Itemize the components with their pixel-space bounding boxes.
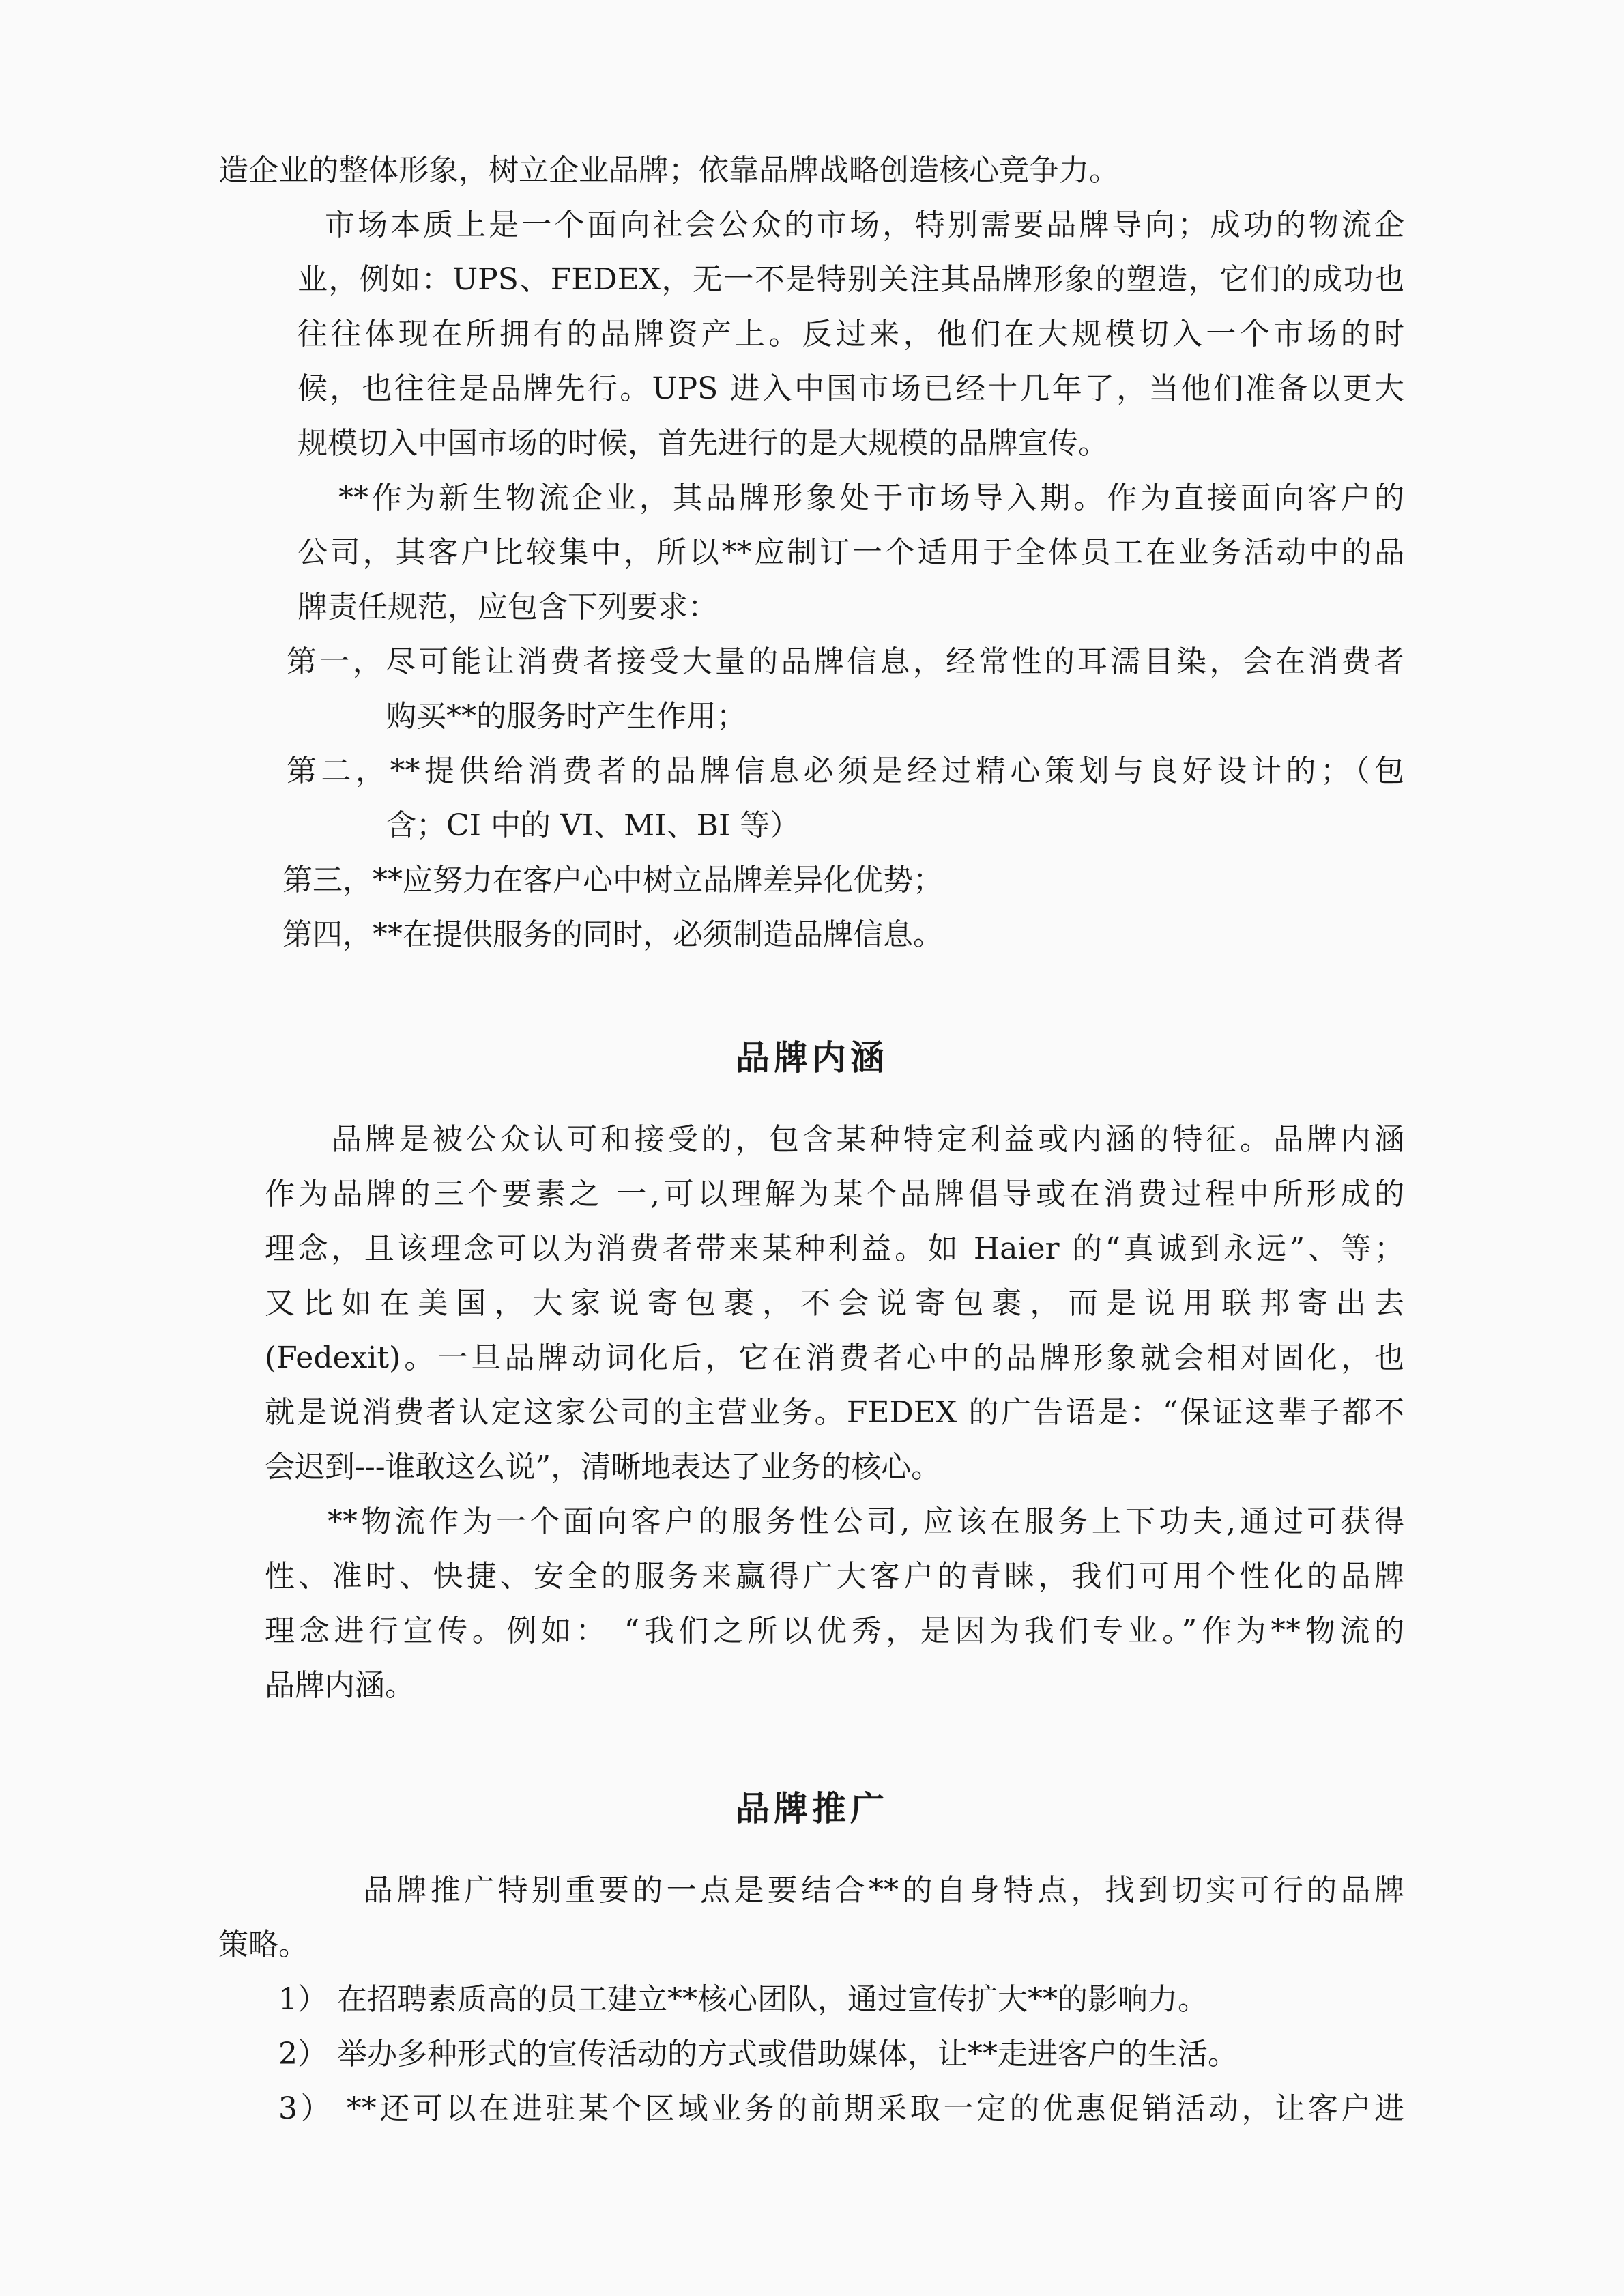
paragraph-line: 作为品牌的三个要素之 一,可以理解为某个品牌倡导或在消费过程中所形成的 [265, 1177, 1404, 1211]
paragraph-line: 性、准时、快捷、安全的服务来赢得广大客户的青睐，我们可用个性化的品牌 [265, 1559, 1404, 1594]
list-item: 3） **还可以在进驻某个区域业务的前期采取一定的优惠促销活动，让客户进 [278, 2091, 1404, 2126]
list-item: 2） 举办多种形式的宣传活动的方式或借助媒体，让**走进客户的生活。 [278, 2037, 1238, 2071]
section-heading-connotation: 品牌内涵 [736, 1037, 888, 1078]
paragraph-line: 品牌是被公众认可和接受的，包含某种特定利益或内涵的特征。品牌内涵 [332, 1122, 1404, 1157]
paragraph-line: 品牌推广特别重要的一点是要结合**的自身特点，找到切实可行的品牌 [363, 1873, 1404, 1908]
paragraph-line: 候，也往往是品牌先行。UPS 进入中国市场已经十几年了，当他们准备以更大 [298, 371, 1404, 406]
paragraph-line: 公司，其客户比较集中，所以**应制订一个适用于全体员工在业务活动中的品 [298, 535, 1404, 570]
paragraph-line: 又比如在美国，大家说寄包裹，不会说寄包裹，而是说用联邦寄出去 [265, 1286, 1404, 1321]
requirement-item-continuation: 含；CI 中的 VI、MI、BI 等） [386, 808, 800, 843]
paragraph-line: **作为新生物流企业，其品牌形象处于市场导入期。作为直接面向客户的 [338, 480, 1404, 515]
paragraph-line: (Fedexit)。一旦品牌动词化后，它在消费者心中的品牌形象就会相对固化，也 [265, 1340, 1404, 1375]
paragraph-line: 造企业的整体形象，树立企业品牌；依靠品牌战略创造核心竞争力。 [218, 153, 1119, 188]
list-item: 1） 在招聘素质高的员工建立**核心团队，通过宣传扩大**的影响力。 [278, 1982, 1208, 2017]
paragraph-line: 理念进行宣传。例如： “我们之所以优秀，是因为我们专业。”作为**物流的 [265, 1613, 1404, 1648]
requirement-item: 第四，**在提供服务的同时，必须制造品牌信息。 [282, 917, 943, 952]
paragraph-line: 会迟到---谁敢这么说”，清晰地表达了业务的核心。 [265, 1450, 942, 1484]
paragraph-line: 市场本质上是一个面向社会公众的市场，特别需要品牌导向；成功的物流企 [325, 207, 1404, 242]
paragraph-line: 策略。 [218, 1927, 308, 1962]
requirement-item: 第三，**应努力在客户心中树立品牌差异化优势； [282, 863, 943, 898]
requirement-item: 第一，尽可能让消费者接受大量的品牌信息，经常性的耳濡目染，会在消费者 [287, 644, 1404, 679]
paragraph-line: 牌责任规范，应包含下列要求： [298, 590, 718, 625]
paragraph-line: 往往体现在所拥有的品牌资产上。反过来，他们在大规模切入一个市场的时 [298, 317, 1404, 351]
requirement-item: 第二，**提供给消费者的品牌信息必须是经过精心策划与良好设计的；（包 [287, 754, 1404, 788]
paragraph-line: 理念，且该理念可以为消费者带来某种利益。如 Haier 的“真诚到永远”、等； [265, 1231, 1404, 1266]
section-heading-promotion: 品牌推广 [736, 1788, 888, 1828]
paragraph-line: 业，例如：UPS、FEDEX，无一不是特别关注其品牌形象的塑造，它们的成功也 [298, 262, 1404, 297]
paragraph-line: 品牌内涵。 [265, 1668, 415, 1703]
requirement-item-continuation: 购买**的服务时产生作用； [386, 699, 746, 734]
paragraph-line: **物流作为一个面向客户的服务性公司, 应该在服务上下功夫,通过可获得 [328, 1504, 1404, 1539]
paragraph-line: 规模切入中国市场的时候，首先进行的是大规模的品牌宣传。 [298, 426, 1108, 461]
paragraph-line: 就是说消费者认定这家公司的主营业务。FEDEX 的广告语是：“保证这辈子都不 [265, 1395, 1404, 1430]
